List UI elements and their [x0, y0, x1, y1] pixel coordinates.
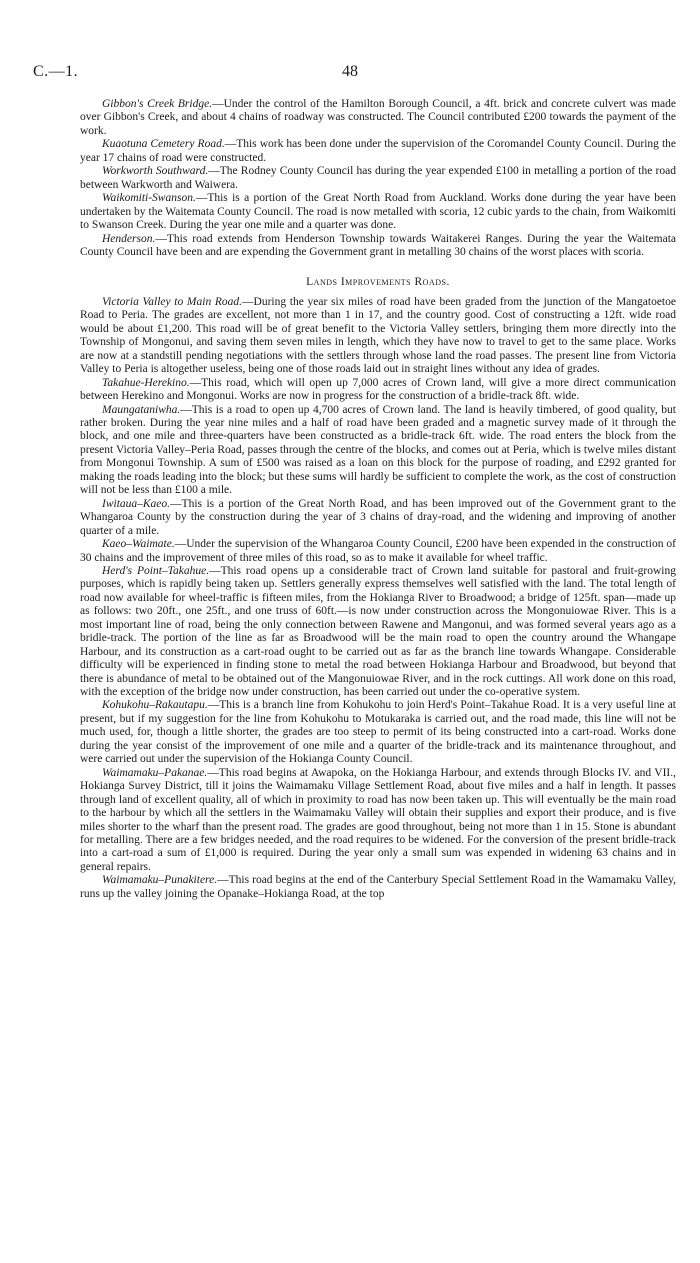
paragraph-heading: Takahue-Herekino.: [102, 376, 190, 389]
paragraph: [80, 138, 676, 165]
paragraph-heading: Waikomiti-Swanson.: [102, 192, 196, 205]
paragraph-text: —This work has been done under the supervision of the Coromandel County Council. During the year 17 chains of road were constructed.: [80, 138, 677, 164]
document-code: C.—1.: [33, 63, 79, 80]
paragraph-text: —This is a portion of the Great North Road, and has been improved out of the Government grant to the Whangaroa County by the construction during the year of 3 chains of dray-road, and the widening and improving of another quarter of a mile.: [80, 497, 676, 537]
paragraph-heading: Victoria Valley to Main Road.: [102, 295, 243, 308]
paragraph-text: —Under the control of the Hamilton Borough Council, a 4ft. brick and concrete culvert was made over Gibbon's Creek, and about 4 chains of roadway was constructed. The Council contributed £200 towards the payment of the work.: [80, 98, 676, 137]
paragraph-text: —This is a branch line from Kohukohu to join Herd's Point–Takahue Road. It is a very useful line at present, but if my suggestion for the line from Kohukohu to Motukaraka is carried out, and the road made, this line will not be much used, for, though a little shorter, the grades are too steep to permit of its being constructed into a cart-road. Works done during the year consist of the improvement of one mile and a quarter of the bridle-track and its maintenance throughout, and were carried out under the supervision of the Hokianga County Council.: [80, 699, 676, 766]
paragraph-heading: Waimamaku–Pakanae.: [102, 766, 208, 779]
paragraph: [80, 404, 676, 498]
section-title: Lands Improvements Roads.: [306, 276, 450, 289]
paragraph-text: —This is a road to open up 4,700 acres of Crown land. The land is heavily timbered, of good quality, but rather broken. During the year nine miles and a half of road have been graded and a magnetic survey made of it through the block, and one mile and three-quarters have been constructed as a bridle-track 6ft. wide. The road enters the block from the present Victoria Valley–Peria Road, passes through the centre of the blocks, and comes out at Peria, which is twelve miles distant from Mongonui Township. A sum of £500 was raised as a loan on this block for the purpose of roading, and £292 granted for making the roads leading into the block; but these sums will hardly be sufficient to complete the work, as the cost of construction will not be less than £100 a mile.: [80, 403, 676, 497]
paragraph-text: —This road opens up a considerable tract of Crown land suitable for pastoral and fruit-growing purposes, which is rapidly being taken up. Settlers generally express themselves well satisfied with the land. The total length of road now available for wheel-traffic is fifteen miles, from the Hokianga River to Broadwood; a bridge of 125ft. span—made up as follows: two 20ft., one 25ft., and one truss of 60ft.—is now under construction across the Mongonuiowae River. This is a most important line of road, being the only connection between Rawene and Mangonui, and was formed several years ago as a bridle-track. The portion of the line as far as Broadwood will be the main road to open the country around the Whangape Harbour, and its construction as a cart-road ought to be carried out as far as the branch line towards Whangape. Considerable difficulty will be experienced in finding stone to metal the road between Hokianga Harbour and Broadwood, but beyond that there is abundance of metal to be obtained out of the Mangonuiowae River, and in the rock cuttings. All work done on this road, with the exception of the bridge now under construction, has been carried out under the co-operative system.: [80, 564, 676, 699]
paragraph-text: —This is a portion of the Great North Road from Auckland. Works done during the year have been undertaken by the Waitemata County Council. The road is now metalled with scoria, 12 cubic yards to the chain, from Waikomiti to Swanson Creek. During the year one mile and a quarter was done.: [80, 192, 676, 232]
paragraph-text: —Under the supervision of the Whangaroa County Council, £200 have been expended in the construction of 30 chains and the improvement of three miles of this road, so as to make it available for wheel traffic.: [80, 538, 676, 564]
paragraph: [80, 192, 676, 232]
paragraph-heading: Herd's Point–Takahue.: [102, 564, 210, 577]
paragraph: [80, 699, 676, 766]
paragraph-heading: Kuaotuna Cemetery Road.: [102, 138, 225, 151]
paragraph: [80, 538, 676, 565]
paragraph-text: —This road begins at Awapoka, on the Hokianga Harbour, and extends through Blocks IV. and VII., Hokianga Survey District, till it joins the Waimamaku Village Settlement Road, about five miles and a half in length. It passes through land of excellent quality, all of which in proximity to road has now been taken up. This will eventually be the main road to the harbour by which all the settlers in the Waimamaku Valley will obtain their supplies and export their produce, and is five miles shorter to the wharf than the present road. The grades are good throughout, being not more than 1 in 15. Stone is abundant for metalling. There are a few bridges needed, and the road requires to be widened. For the conversion of the present bridle-track into a cart-road a sum of £1,000 is required. During the year only a small sum was expended in widening 63 chains and in general repairs.: [80, 766, 676, 873]
paragraph-text: —This road extends from Henderson Township towards Waitakerei Ranges. During the year the Waitemata County Council have been and are expending the Government grant in metalling 30 chains of the worst places with scoria.: [80, 232, 676, 258]
paragraph-heading: Waimamaku–Punakitere.: [102, 874, 218, 887]
top-paragraphs: [80, 98, 676, 259]
paragraph: [80, 296, 676, 377]
paragraph: [80, 165, 676, 192]
paragraph: [80, 377, 676, 404]
document-body: [80, 98, 676, 901]
page-number: 48: [342, 63, 358, 80]
paragraph: [80, 565, 676, 700]
paragraph-heading: Kaeo–Waimate.: [102, 538, 175, 551]
paragraph-heading: Iwitaua–Kaeo.: [102, 497, 171, 510]
paragraph-heading: Henderson.: [102, 232, 156, 245]
paragraph: [80, 767, 676, 875]
paragraph: [80, 98, 676, 138]
paragraph: [80, 874, 676, 901]
paragraph-heading: Gibbon's Creek Bridge.: [102, 98, 213, 110]
paragraph-text: —This road, which will open up 7,000 acres of Crown land, will give a more direct communication between Herekino and Mongonui. Works are now in progress for the construction of a bridle-track 8ft. wide.: [80, 376, 676, 403]
paragraph: [80, 233, 676, 260]
paragraph-text: —During the year six miles of road have been graded from the junction of the Mangatoetoe Road to Peria. The grades are excellent, not more than 1 in 17, and the country good. Cost of constructing a 12ft. wide road would be about £1,200. This road will be of great benefit to the Victoria Valley settlers, bringing them more directly into the Township of Mongonui, and saving them seven miles in length, which they have now to travel to get to the same place. Works are now at a standstill pending negotiations with the settlers through whose land the road passes. The present line from Victoria Valley to Peria is altogether useless, being one of those roads laid out in straight lines without any idea of grades.: [80, 295, 676, 376]
paragraph-heading: Workworth Southward.: [102, 165, 209, 178]
lands-paragraphs: [80, 296, 676, 901]
paragraph: [80, 498, 676, 538]
paragraph-heading: Maungataniwha.: [102, 403, 181, 416]
paragraph-text: —The Rodney County Council has during the year expended £100 in metalling a portion of the road between Warkworth and Waiwera.: [80, 165, 676, 191]
paragraph-text: —This road begins at the end of the Canterbury Special Settlement Road in the Wamamaku Valley, runs up the valley joining the Opanake–Hokianga Road, at the top: [80, 874, 676, 900]
paragraph-heading: Kohukohu–Rakautapu.: [102, 699, 208, 712]
